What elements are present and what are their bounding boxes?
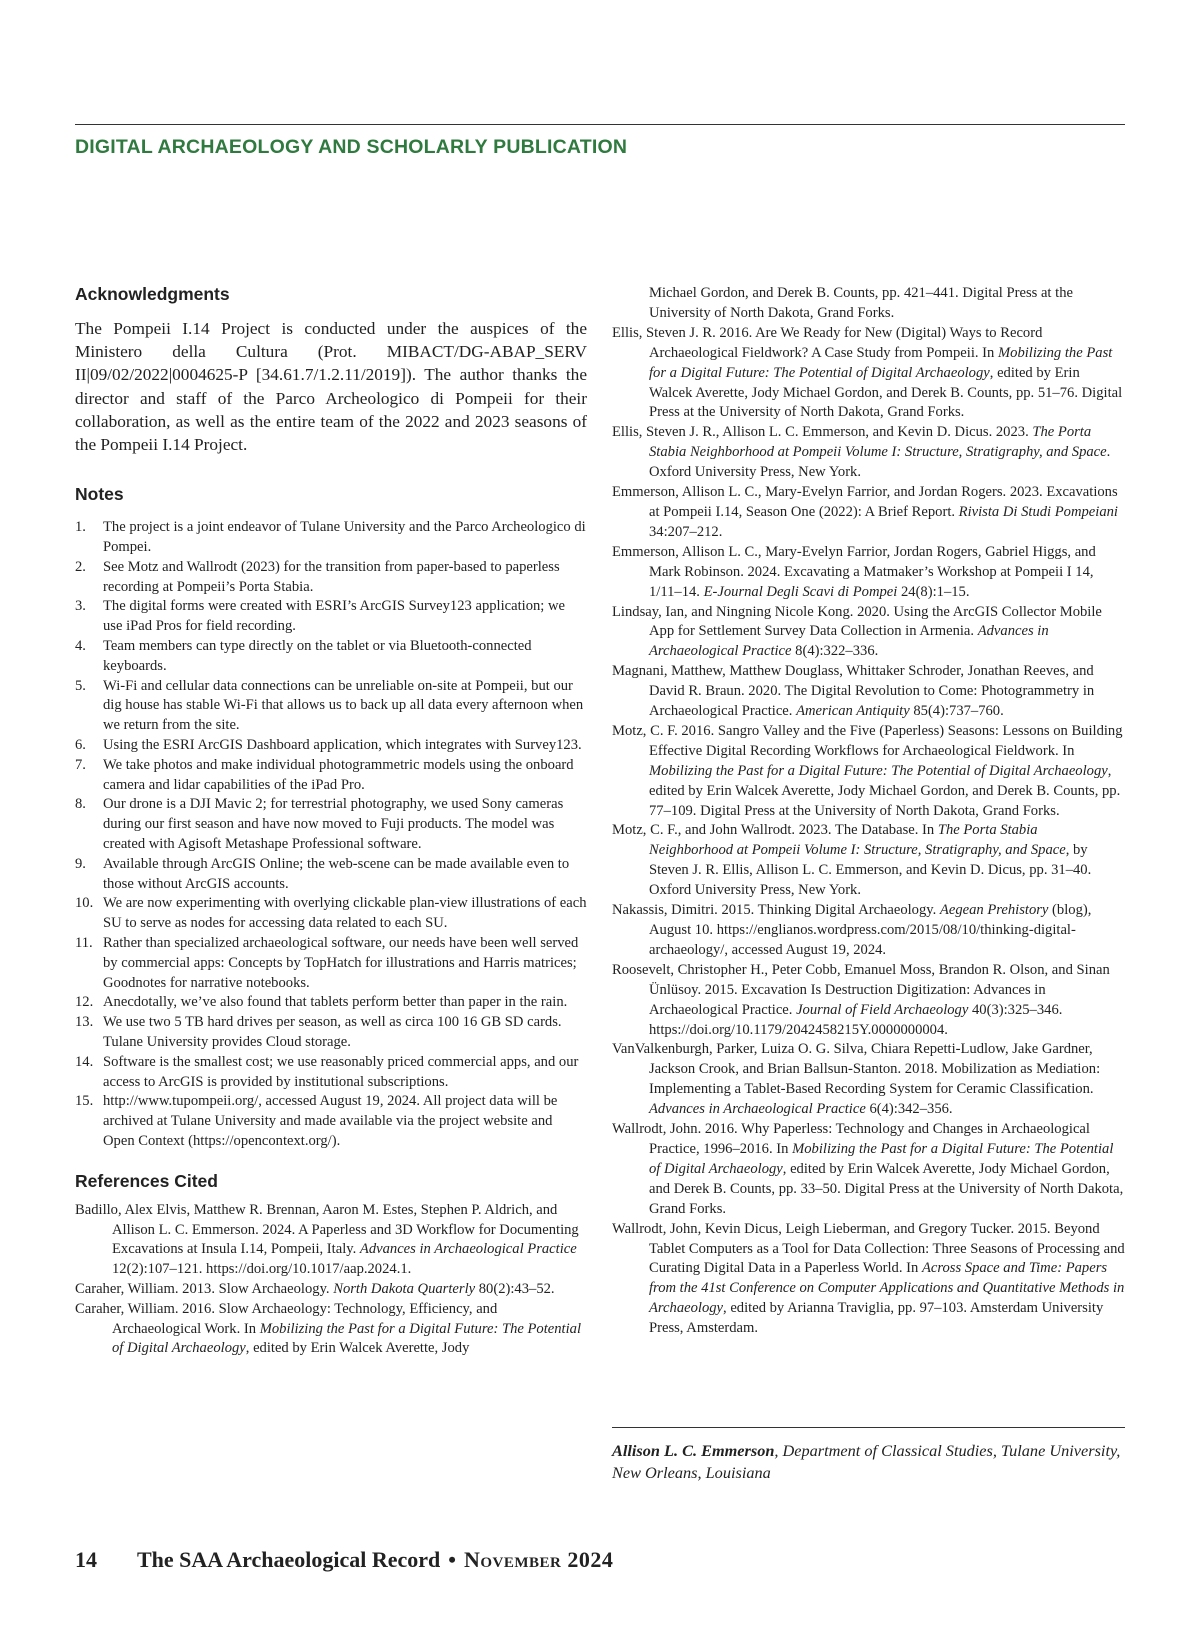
reference-details: 12(2):107–121. https://doi.org/10.1017/aap.2024.1. xyxy=(112,1261,412,1278)
reference-title: Journal of Field Archaeology xyxy=(796,1001,969,1018)
note-number: 8. xyxy=(75,796,86,813)
reference-text: Emmerson, Allison L. C., Mary-Evelyn Farrior, and Jordan Rogers. 2023. Excavations at Pompeii I.14, Season One (2022): A Brief Report. xyxy=(612,484,1118,520)
note-number: 9. xyxy=(75,855,86,872)
note-text: Team members can type directly on the tablet or via Bluetooth-connected keyboards. xyxy=(103,638,532,674)
reference-title: E-Journal Degli Scavi di Pompei xyxy=(703,583,898,600)
reference-title: Rivista Di Studi Pompeiani xyxy=(958,503,1118,520)
note-text: Rather than specialized archaeological software, our needs have been well served by commercial apps: Concepts by TopHatch for illustrations and Harris matrices; Goodnotes for narrative notebooks. xyxy=(103,934,579,991)
note-item xyxy=(75,637,587,677)
note-number: 3. xyxy=(75,598,86,615)
reference-title: Mobilizing the Past for a Digital Future: The Potential of Digital Archaeology xyxy=(649,1140,1114,1177)
reference-title: Advances in Archaeological Practice xyxy=(359,1241,577,1258)
reference-title: American Antiquity xyxy=(796,703,910,720)
notes-heading: Notes xyxy=(75,484,124,505)
note-item xyxy=(75,736,587,756)
note-number: 10. xyxy=(75,895,94,912)
right-column xyxy=(612,284,1125,1339)
reference-entry xyxy=(612,901,1125,961)
reference-text: Magnani, Matthew, Matthew Douglass, Whittaker Schroder, Jonathan Reeves, and David R. Braun. 2020. The Digital Revolution to Come: Photogrammetry in Archaeological Practice. xyxy=(612,663,1095,720)
reference-details: 6(4):342–356. xyxy=(865,1101,953,1118)
reference-entry xyxy=(612,1040,1125,1120)
note-item xyxy=(75,756,587,796)
note-number: 12. xyxy=(75,994,94,1011)
note-item xyxy=(75,1092,587,1151)
page-footer xyxy=(75,1547,613,1573)
note-item xyxy=(75,894,587,934)
note-text: The digital forms were created with ESRI’s ArcGIS Survey123 application; we use iPad Pros for field recording. xyxy=(103,598,566,635)
references-left xyxy=(75,1201,587,1359)
note-text: The project is a joint endeavor of Tulane University and the Parco Archeologico di Pompei. xyxy=(103,519,586,556)
note-number: 1. xyxy=(75,519,86,536)
reference-entry xyxy=(612,722,1125,822)
notes-list xyxy=(75,518,587,1152)
reference-entry xyxy=(75,1201,587,1280)
acknowledgments-heading: Acknowledgments xyxy=(75,284,230,304)
reference-entry xyxy=(612,284,1125,324)
reference-entry xyxy=(75,1300,587,1359)
reference-details: 80(2):43–52. xyxy=(475,1280,555,1297)
reference-entry xyxy=(612,821,1125,901)
author-rule xyxy=(612,1427,1125,1428)
note-text: Anecdotally, we’ve also found that tablets perform better than paper in the rain. xyxy=(103,994,568,1011)
note-item xyxy=(75,677,587,736)
note-item xyxy=(75,934,587,993)
note-item xyxy=(75,1053,587,1093)
acknowledgments-body: The Pompeii I.14 Project is conducted under the auspices of the Ministero della Cultura (Prot. MIBACT/DG-ABAP_SERV II|09/02/2022|0004625-P [34.61.7/1.2.11/2019]). The author thanks the director and staff of the Parco Archeologico di Pompeii for their collaboration, as well as the entire team of the 2022 and 2023 seasons of the Pompeii I.14 Project. xyxy=(75,319,587,455)
reference-details: (blog), August 10. https://englianos.wordpress.com/2015/08/10/thinking-digital-archaeology/, accessed August 19, 2024. xyxy=(649,902,1092,958)
left-column xyxy=(75,284,587,1359)
reference-text: Michael Gordon, and Derek B. Counts, pp. 421–441. Digital Press at the University of North Dakota, Grand Forks. xyxy=(649,285,1073,321)
reference-title: Mobilizing the Past for a Digital Future: The Potential of Digital Archaeology xyxy=(649,344,1113,381)
references-heading: References Cited xyxy=(75,1170,218,1191)
reference-entry xyxy=(612,324,1125,424)
reference-entry xyxy=(612,1120,1125,1220)
reference-text: Roosevelt, Christopher H., Peter Cobb, Emanuel Moss, Brandon R. Olson, and Sinan Ünlüsoy. 2015. Excavation Is Destruction Digitization: Advances in Archaeological Practice. xyxy=(612,961,1110,1018)
note-number: 6. xyxy=(75,736,86,753)
reference-text: Motz, C. F. 2016. Sangro Valley and the Five (Paperless) Seasons: Lessons on Building Effective Digital Recording Workflows for Archaeological Fieldwork. In xyxy=(612,722,1123,759)
note-number: 5. xyxy=(75,677,86,694)
reference-title: Mobilizing the Past for a Digital Future: The Potential of Digital Archaeology xyxy=(649,762,1108,779)
reference-details: , edited by Erin Walcek Averette, Jody Michael Gordon, and Derek B. Counts, pp. 77–109. Digital Press at the University of North Dakota, Grand Forks. xyxy=(649,762,1121,819)
reference-details: , edited by Erin Walcek Averette, Jody Michael Gordon, and Derek B. Counts, pp. 33–50. Digital Press at the University of North Dakota, Grand Forks. xyxy=(649,1160,1124,1217)
note-item xyxy=(75,1013,587,1053)
note-item xyxy=(75,518,587,558)
reference-details: , edited by Arianna Traviglia, pp. 97–103. Amsterdam University Press, Amsterdam. xyxy=(649,1300,1104,1337)
reference-entry xyxy=(612,603,1125,663)
author-affiliation: , Department of Classical Studies, Tulane University, New Orleans, Louisiana xyxy=(612,1441,1121,1482)
reference-entry xyxy=(612,1220,1125,1339)
reference-text: Wallrodt, John, Kevin Dicus, Leigh Lieberman, and Gregory Tucker. 2015. Beyond Tablet Computers as a Tool for Data Collection: Three Seasons of Processing and Curating Digital Data in a Paperless World. In xyxy=(612,1220,1125,1277)
note-number: 13. xyxy=(75,1014,94,1031)
reference-details: . Oxford University Press, New York. xyxy=(649,444,1111,481)
reference-text: Lindsay, Ian, and Ningning Nicole Kong. 2020. Using the ArcGIS Collector Mobile App for Settlement Survey Data Collection in Armenia. xyxy=(612,603,1102,640)
reference-title: Aegean Prehistory xyxy=(939,902,1049,919)
header-rule xyxy=(75,124,1125,125)
reference-details: 40(3):325–346. https://doi.org/10.1179/2042458215Y.0000000004. xyxy=(649,1001,1063,1038)
reference-entry xyxy=(75,1280,587,1300)
note-text: We use two 5 TB hard drives per season, as well as circa 100 16 GB SD cards. Tulane University provides Cloud storage. xyxy=(103,1014,562,1050)
note-item xyxy=(75,855,587,895)
reference-text: Caraher, William. 2016. Slow Archaeology: Technology, Efficiency, and Archaeological Work. In xyxy=(75,1300,498,1337)
note-number: 2. xyxy=(75,558,86,575)
reference-title: Advances in Archaeological Practice xyxy=(649,1101,866,1118)
issue-date: November 2024 xyxy=(464,1547,614,1572)
note-text: Wi-Fi and cellular data connections can be unreliable on-site at Pompeii, but our dig house has stable Wi-Fi that allows us to back up all data every afternoon when we return from the site. xyxy=(103,677,584,734)
note-item xyxy=(75,993,587,1013)
note-text: We are now experimenting with overlying clickable plan-view illustrations of each SU to serve as nodes for accessing data related to each SU. xyxy=(103,895,587,932)
note-number: 4. xyxy=(75,638,86,654)
author-block xyxy=(612,1440,1125,1484)
note-text: Available through ArcGIS Online; the web-scene can be made available even to those without ArcGIS accounts. xyxy=(103,855,570,892)
reference-details: 24(8):1–15. xyxy=(897,583,970,600)
reference-text: Ellis, Steven J. R. 2016. Are We Ready for New (Digital) Ways to Record Archaeological Fieldwork? A Case Study from Pompeii. In xyxy=(612,324,1043,361)
reference-details: , edited by Erin Walcek Averette, Jody Michael Gordon, and Derek B. Counts, pp. 51–76. Digital Press at the University of North Dakota, Grand Forks. xyxy=(649,364,1123,421)
reference-text: Badillo, Alex Elvis, Matthew R. Brennan, Aaron M. Estes, Stephen P. Aldrich, and Allison L. C. Emmerson. 2024. A Paperless and 3D Workflow for Documenting Excavations at Insula I.14, Pompeii, Italy. xyxy=(75,1201,579,1258)
reference-details: 8(4):322–336. xyxy=(791,643,879,660)
reference-title: The Porta Stabia Neighborhood at Pompeii Volume I: Structure, Stratigraphy, and Space xyxy=(649,424,1107,461)
reference-text: Caraher, William. 2013. Slow Archaeology. xyxy=(75,1280,334,1297)
reference-title: Advances in Archaeological Practice xyxy=(649,623,1049,660)
author-name: Allison L. C. Emmerson xyxy=(612,1441,775,1460)
reference-details: , edited by Erin Walcek Averette, Jody xyxy=(245,1340,470,1357)
note-number: 11. xyxy=(75,934,93,951)
note-text: See Motz and Wallrodt (2023) for the transition from paper-based to paperless recording at Pompeii’s Porta Stabia. xyxy=(103,558,560,595)
reference-title: Mobilizing the Past for a Digital Future: The Potential of Digital Archaeology xyxy=(112,1320,581,1357)
reference-entry xyxy=(612,543,1125,603)
footer-separator: • xyxy=(448,1547,456,1572)
reference-text: Ellis, Steven J. R., Allison L. C. Emmerson, and Kevin D. Dicus. 2023. xyxy=(612,424,1033,441)
reference-text: VanValkenburgh, Parker, Luiza O. G. Silva, Chiara Repetti-Ludlow, Jake Gardner, Jackson Crook, and Brian Ballsun-Stanton. 2018. Mobilization as Mediation: Implementing a Tablet-Based Recording System for Ceramic Classification. xyxy=(612,1041,1101,1098)
reference-title: North Dakota Quarterly xyxy=(333,1280,476,1297)
reference-text: Emmerson, Allison L. C., Mary-Evelyn Farrior, Jordan Rogers, Gabriel Higgs, and Mark Robinson. 2024. Excavating a Matmaker’s Workshop at Pompeii I 14, 1/11–14. xyxy=(612,543,1096,600)
reference-details: 85(4):737–760. xyxy=(909,703,1004,720)
reference-text: Nakassis, Dimitri. 2015. Thinking Digital Archaeology. xyxy=(612,902,940,919)
note-number: 15. xyxy=(75,1093,94,1110)
note-item xyxy=(75,558,587,598)
note-number: 7. xyxy=(75,756,86,773)
note-item xyxy=(75,795,587,854)
journal-name: The SAA Archaeological Record xyxy=(137,1547,441,1572)
reference-details: 34:207–212. xyxy=(649,523,723,540)
note-text: Using the ESRI ArcGIS Dashboard application, which integrates with Survey123. xyxy=(103,736,582,753)
note-text: Software is the smallest cost; we use reasonably priced commercial apps, and our access to ArcGIS is provided by institutional subscriptions. xyxy=(103,1053,579,1090)
reference-entry xyxy=(612,483,1125,543)
reference-text: Motz, C. F., and John Wallrodt. 2023. The Database. In xyxy=(612,822,938,839)
note-text: Our drone is a DJI Mavic 2; for terrestrial photography, we used Sony cameras during our first season and have now moved to Fuji products. The model was created with Agisoft Metashape Professional software. xyxy=(103,796,564,852)
reference-title: The Porta Stabia Neighborhood at Pompeii Volume I: Structure, Stratigraphy, and Space xyxy=(649,822,1066,859)
reference-text: Wallrodt, John. 2016. Why Paperless: Technology and Changes in Archaeological Practice, 1996–2016. In xyxy=(612,1121,1090,1157)
note-number: 14. xyxy=(75,1053,94,1070)
reference-entry xyxy=(612,961,1125,1041)
reference-title: Across Space and Time: Papers from the 41st Conference on Computer Applications and Quantitative Methods in Archaeology xyxy=(649,1260,1125,1317)
note-item xyxy=(75,597,587,637)
page-number: 14 xyxy=(75,1547,97,1572)
note-text: We take photos and make individual photogrammetric models using the onboard camera and lidar capabilities of the iPad Pro. xyxy=(103,756,574,793)
reference-entry xyxy=(612,423,1125,483)
reference-details: , by Steven J. R. Ellis, Allison L. C. Emmerson, and Kevin D. Dicus, pp. 31–40. Oxford University Press, New York. xyxy=(649,842,1092,899)
note-text: http://www.tupompeii.org/, accessed August 19, 2024. All project data will be archived at Tulane University and made available via the project website and Open Context (https://opencontext.org/). xyxy=(103,1093,558,1149)
references-right xyxy=(612,284,1125,1339)
section-header: DIGITAL ARCHAEOLOGY AND SCHOLARLY PUBLICATION xyxy=(75,136,628,158)
reference-entry xyxy=(612,662,1125,722)
